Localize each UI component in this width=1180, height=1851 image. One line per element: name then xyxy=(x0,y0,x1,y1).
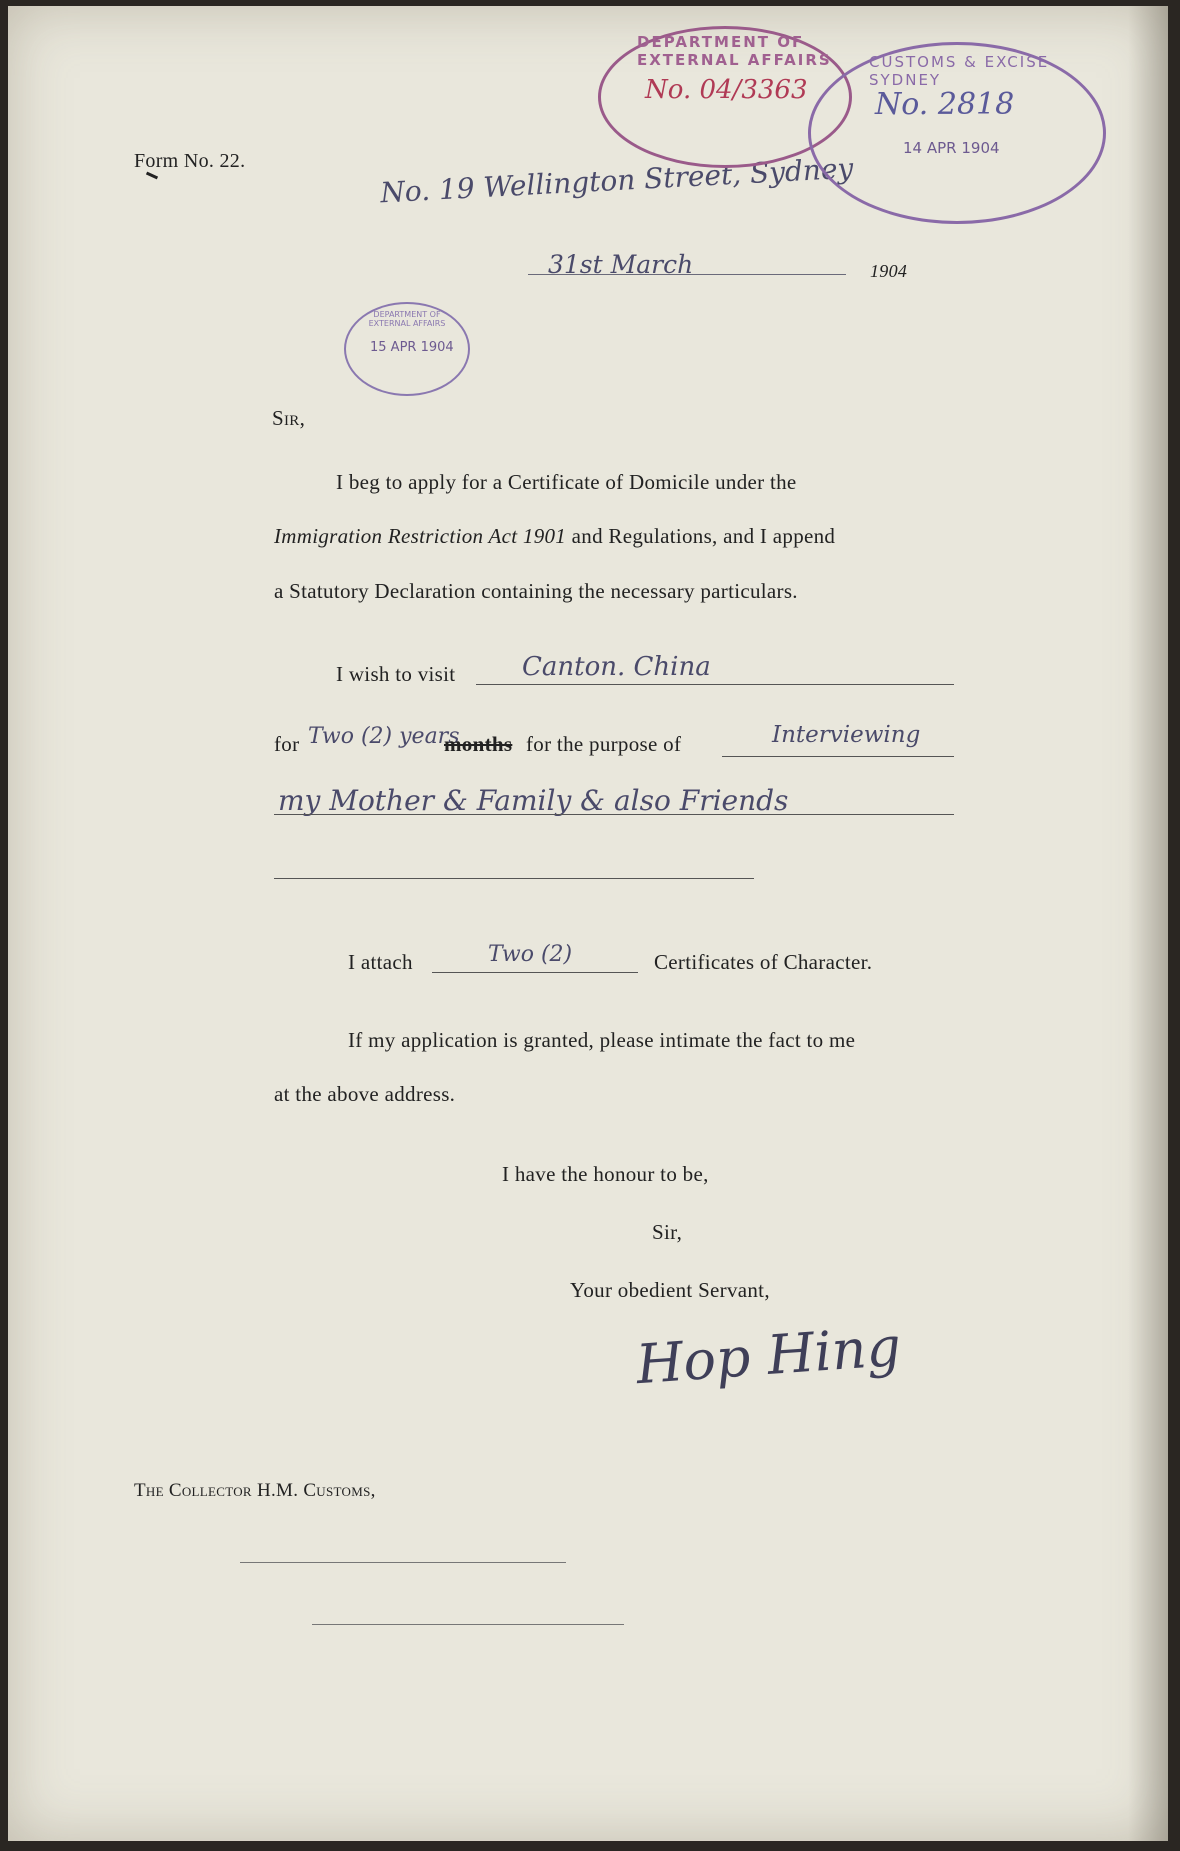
addressee: The Collector H.M. Customs, xyxy=(134,1480,376,1501)
purpose-line2: my Mother & Family & also Friends xyxy=(278,784,789,817)
form-number: Form No. 22. xyxy=(134,150,246,172)
closing-line3: Your obedient Servant, xyxy=(570,1278,770,1302)
customs-date: 14 APR 1904 xyxy=(903,139,1000,157)
purpose-line1: Interviewing xyxy=(772,722,921,748)
months-crossed: months xyxy=(444,732,513,756)
small-stamp-text: DEPARTMENT OF EXTERNAL AFFAIRS xyxy=(368,310,446,328)
purpose-underline1 xyxy=(722,756,954,757)
for-prefix: for xyxy=(274,732,300,756)
para1-line2 xyxy=(274,524,835,549)
customs-stamp-text: CUSTOMS & EXCISE SYDNEY xyxy=(869,53,1050,89)
attach-underline xyxy=(432,972,638,973)
attach-prefix: I attach xyxy=(348,950,413,974)
handwritten-date: 31st March xyxy=(548,250,694,279)
date-underline xyxy=(528,274,846,275)
closing-line1: I have the honour to be, xyxy=(502,1162,709,1186)
document-page xyxy=(8,6,1168,1841)
address-line2 xyxy=(312,1624,624,1625)
purpose-prefix: for the purpose of xyxy=(526,732,682,756)
customs-number: No. 2818 xyxy=(875,87,1015,122)
para3-line2: at the above address. xyxy=(274,1082,456,1106)
visit-place: Canton. China xyxy=(522,652,711,682)
external-affairs-number: No. 04/3363 xyxy=(645,75,808,105)
small-stamp-date: 15 APR 1904 xyxy=(370,340,454,355)
act-title: Immigration Restriction Act 1901 xyxy=(274,524,567,548)
salutation: Sir, xyxy=(272,406,306,430)
purpose-underline3 xyxy=(274,878,754,879)
para1-line2-rest: and Regulations, and I append xyxy=(566,524,836,548)
customs-stamp xyxy=(808,42,1106,224)
para3-line1: If my application is granted, please intimate the fact to me xyxy=(348,1028,856,1052)
visit-prefix: I wish to visit xyxy=(336,662,456,686)
page-edge-shadow xyxy=(1128,6,1168,1841)
purpose-underline2 xyxy=(274,814,954,815)
address-line1 xyxy=(240,1562,566,1563)
handwritten-address: No. 19 Wellington Street, Sydney xyxy=(379,151,855,210)
visit-underline xyxy=(476,684,954,685)
attach-count: Two (2) xyxy=(488,942,573,967)
external-affairs-stamp-text: DEPARTMENT OF EXTERNAL AFFAIRS xyxy=(637,33,832,69)
para1-line3: a Statutory Declaration containing the necessary particulars. xyxy=(274,579,798,603)
printed-year: 1904 xyxy=(870,261,908,281)
closing-line2: Sir, xyxy=(652,1220,683,1244)
para1-line1: I beg to apply for a Certificate of Domicile under the xyxy=(336,470,797,494)
attach-suffix: Certificates of Character. xyxy=(654,950,873,974)
duration: Two (2) years xyxy=(308,724,460,749)
small-received-stamp xyxy=(344,302,470,396)
signature: Hop Hing xyxy=(634,1314,903,1397)
